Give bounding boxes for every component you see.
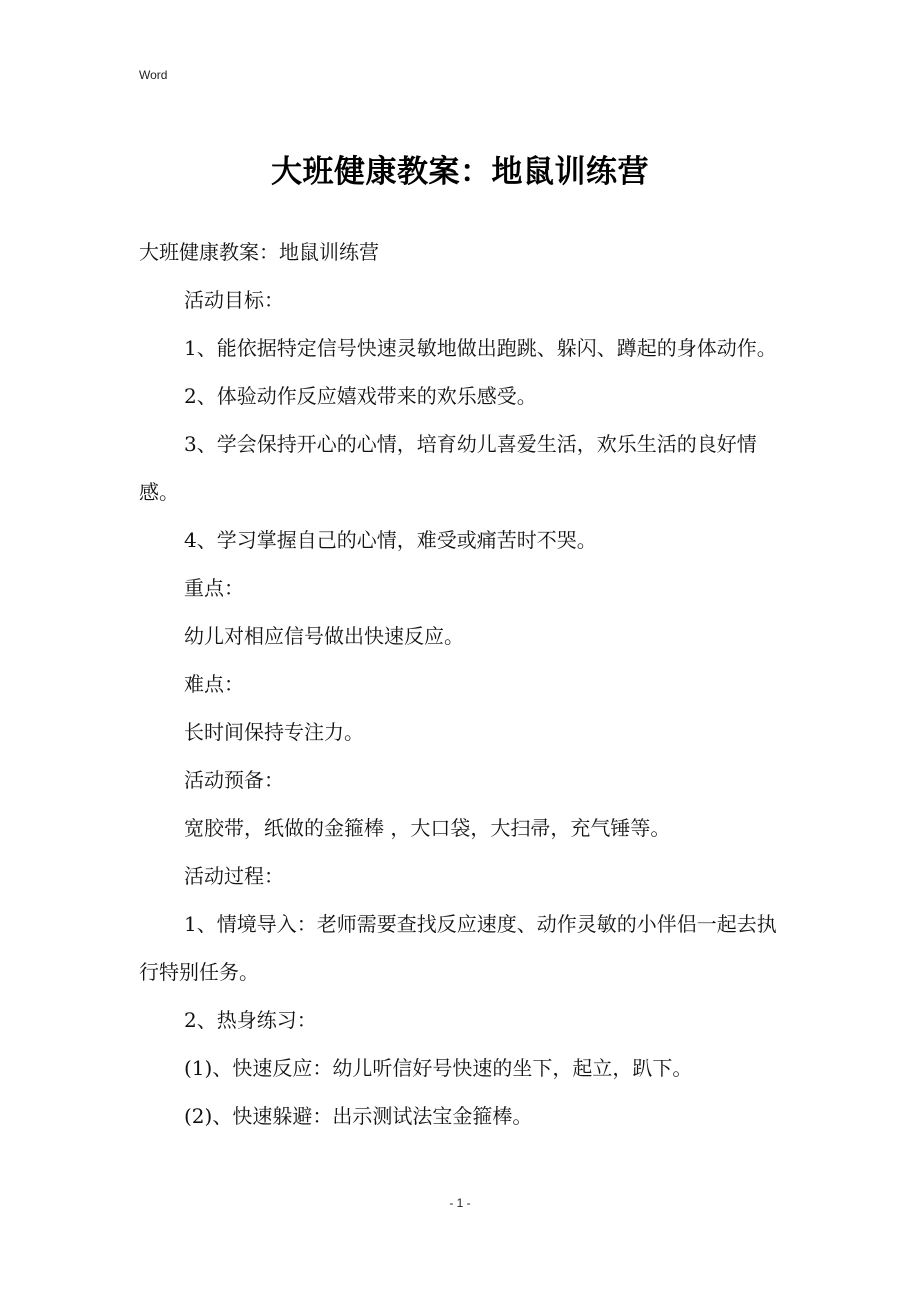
paragraph-process-step-2-2: (2)、快速躲避：出示测试法宝金箍棒。: [184, 1104, 533, 1128]
paragraph-objective-1: 1、能依据特定信号快速灵敏地做出跑跳、躲闪、蹲起的身体动作。: [184, 336, 777, 360]
header-label: Word: [139, 68, 168, 82]
paragraph-key-point-heading: 重点：: [184, 576, 244, 600]
paragraph-key-point: 幼儿对相应信号做出快速反应。: [184, 624, 464, 648]
document-body: [139, 228, 784, 1140]
paragraph-objectives-heading: 活动目标：: [184, 288, 284, 312]
paragraph-preparation-heading: 活动预备：: [184, 768, 284, 792]
paragraph-difficulty: 长时间保持专注力。: [184, 720, 364, 744]
paragraph-objective-2: 2、体验动作反应嬉戏带来的欢乐感受。: [184, 384, 537, 408]
paragraph-objective-4: 4、学习掌握自己的心情，难受或痛苦时不哭。: [184, 528, 597, 552]
document-title: 大班健康教案：地鼠训练营: [271, 154, 649, 190]
paragraph-objective-3: 3、学会保持开心的心情，培育幼儿喜爱生活，欢乐生活的良好情感。: [139, 432, 757, 504]
paragraph-process-step-1: 1、情境导入：老师需要查找反应速度、动作灵敏的小伴侣一起去执行特别任务。: [139, 912, 777, 984]
paragraph-process-step-2-1: (1)、快速反应：幼儿听信好号快速的坐下，起立，趴下。: [184, 1056, 693, 1080]
paragraph-process-heading: 活动过程：: [184, 864, 284, 888]
paragraph-difficulty-heading: 难点：: [184, 672, 244, 696]
page-number: - 1 -: [449, 1196, 471, 1210]
paragraph-process-step-2: 2、热身练习：: [184, 1008, 317, 1032]
paragraph-subtitle: 大班健康教案：地鼠训练营: [139, 240, 379, 264]
paragraph-preparation: 宽胶带，纸做的金箍棒 ，大口袋，大扫帚，充气锤等。: [184, 816, 671, 840]
